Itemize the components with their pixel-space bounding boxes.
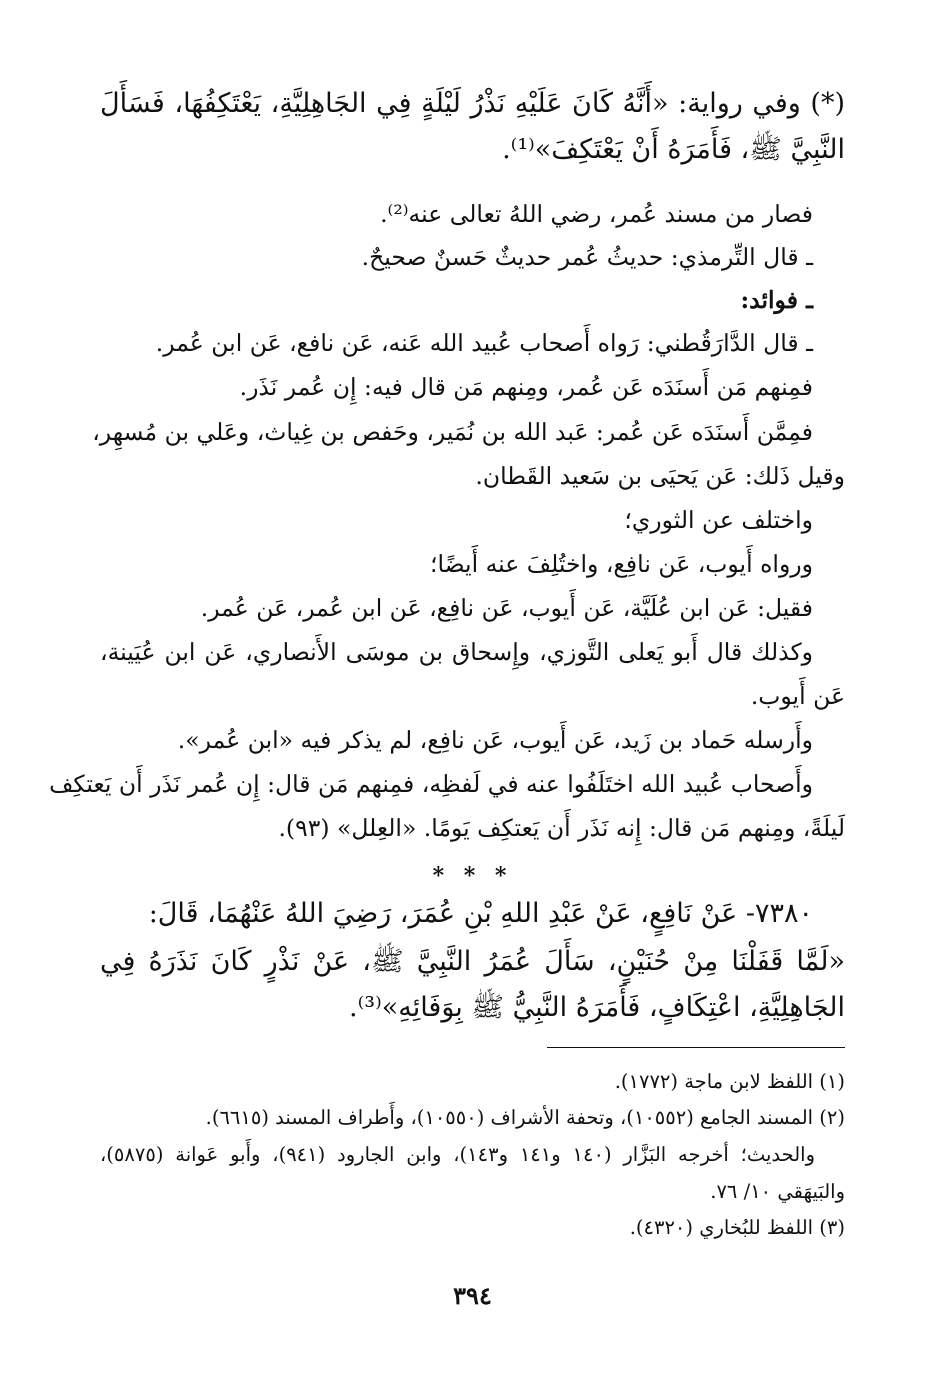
text-line: واختلف عن الثوري؛ bbox=[624, 506, 813, 534]
footnote: (٣) اللفظ للبُخاري (٤٣٢٠). bbox=[629, 1216, 845, 1239]
text-line: النَّبِيَّ ﷺ، فَأَمَرَهُ أَنْ يَعْتَكِفَ»⁽¹⁾. bbox=[502, 134, 845, 165]
hadith-line: الجَاهِلِيَّةِ، اعْتِكَافٍ، فَأَمَرَهُ النَّبِيُّ ﷺ بِوَفَائِهِ»⁽³⁾. bbox=[349, 992, 845, 1023]
footnote: (٢) المسند الجامع (١٠٥٥٢)، وتحفة الأشراف (١٠٥٥٠)، وأَطراف المسند (٦٦١٥). bbox=[205, 1106, 845, 1129]
page-number: ٣٩٤ bbox=[453, 1281, 492, 1310]
footnote: (١) اللفظ لابن ماجة (١٧٧٢). bbox=[614, 1070, 845, 1093]
text-line: عَن أَيوب. bbox=[750, 682, 845, 710]
footnote: والحديث؛ أخرجه البَزَّار (١٤٠ و١٤١ و١٤٣)، وابن الجارود (٩٤١)، وأَبو عَوانة (٥٨٧٥)، bbox=[100, 1143, 816, 1166]
text-line: وأَصحاب عُبيد الله اختَلَفُوا عنه في لَفظِه، فمِنهم مَن قال: إِن عُمر نَذَر أَن يَعتكِف bbox=[49, 770, 813, 798]
section-heading: ـ فوائد: bbox=[740, 286, 813, 314]
footnote: والبَيهَقي ١٠/ ٧٦. bbox=[710, 1180, 845, 1203]
text-line: فمِنهم مَن أَسنَدَه عَن عُمر، ومِنهم مَن قال فيه: إِن عُمر نَذَر. bbox=[239, 373, 813, 401]
text-line: لَيلَةً، ومِنهم مَن قال: إِنه نَذَر أَن يَعتكِف يَومًا. «العِلل» (٩٣). bbox=[278, 814, 845, 842]
text-line: وقيل ذَلك: عَن يَحيَى بن سَعيد القَطان. bbox=[475, 462, 845, 490]
text-line: ـ قال الدَّارَقُطني: رَواه أَصحاب عُبيد الله عَنه، عَن نافع، عَن ابن عُمر. bbox=[155, 329, 813, 357]
text-line: ورواه أَيوب، عَن نافِع، واختُلِفَ عنه أَيضًا؛ bbox=[430, 550, 813, 578]
text-line: فصار من مسند عُمر، رضي اللهُ تعالى عنه⁽²⁾. bbox=[380, 200, 813, 228]
footnote-rule bbox=[547, 1047, 845, 1048]
hadith-line: «لَمَّا قَفَلْنَا مِنْ حُنَيْنٍ، سَأَلَ عُمَرُ النَّبِيَّ ﷺ، عَنْ نَذْرٍ كَانَ نَذَرَهُ فِي bbox=[100, 946, 845, 977]
text-line: فقيل: عَن ابن عُلَيَّة، عَن أَيوب، عَن نافِع، عَن ابن عُمر، عَن عُمر. bbox=[200, 594, 813, 622]
text-line: فمِمَّن أَسنَدَه عَن عُمر: عَبد الله بن نُمَير، وحَفص بن غِياث، وعَلي بن مُسهِر، bbox=[92, 418, 813, 446]
text-line: وكذلك قال أَبو يَعلى التَّوزي، وإِسحاق بن موسَى الأَنصاري، عَن ابن عُيَينة، bbox=[100, 638, 813, 666]
text-line: ـ قال التِّرمذي: حديثُ عُمر حديثٌ حَسنٌ صحيحٌ. bbox=[361, 243, 813, 271]
text-line: وأَرسله حَماد بن زَيد، عَن أَيوب، عَن نافِع، لم يذكر فيه «ابن عُمر». bbox=[177, 726, 813, 754]
section-separator: * * * bbox=[432, 863, 513, 889]
text-line: (*) وفي رواية: «أَنَّهُ كَانَ عَلَيْهِ نَذْرُ لَيْلَةٍ فِي الجَاهِلِيَّةِ، يَعْتَكِفُهَا، فَسَأَلَ bbox=[100, 88, 845, 119]
hadith-line: ٧٣٨٠- عَنْ نَافِعٍ، عَنْ عَبْدِ اللهِ بْنِ عُمَرَ، رَضِيَ اللهُ عَنْهُمَا، قَالَ: bbox=[148, 898, 813, 929]
